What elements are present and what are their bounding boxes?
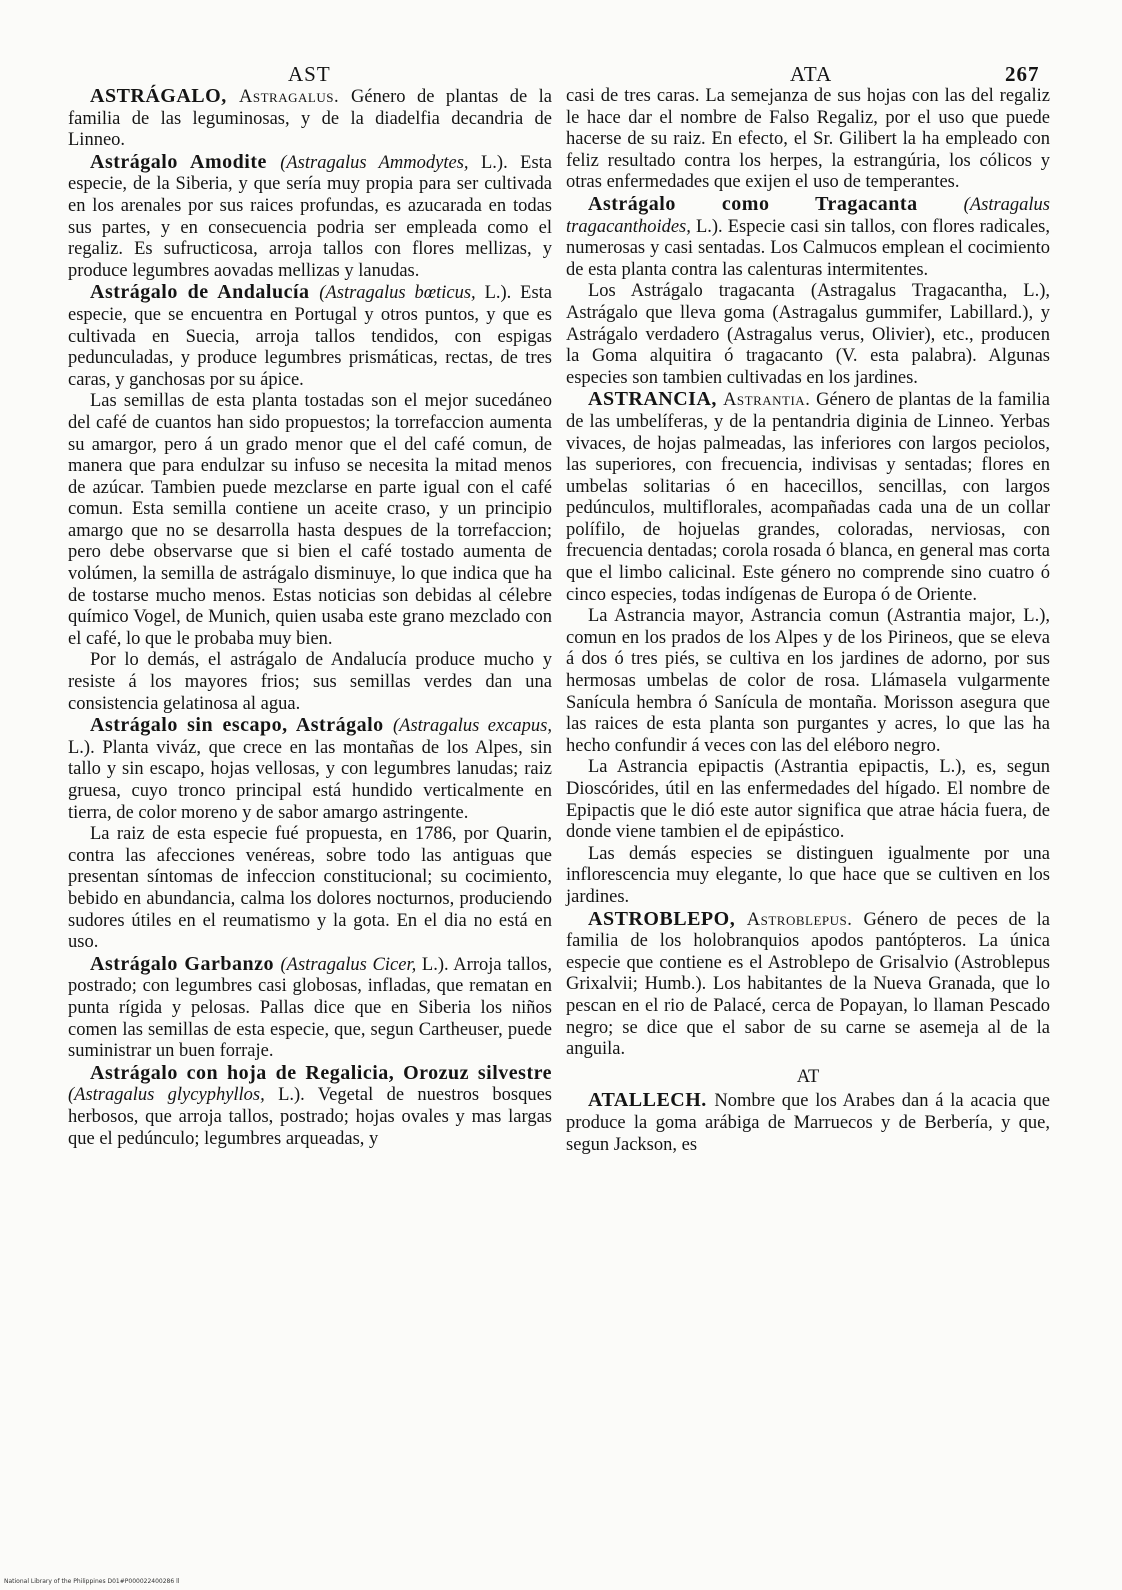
entry-text: Género de plantas de la familia de las leguminosas, y de la diadelfia decandria de Linneo. — [68, 87, 552, 151]
paragraph: Las demás especies se distinguen igualmente por una inflorescencia muy elegante, lo que hace que se cultiven en los jardines. — [566, 843, 1050, 907]
right-column — [566, 86, 1050, 1156]
entry-text: Género de peces de la familia de los holobranquios apodos pantópteros. La única especie que contiene es el Astroblepo de Grisalvio (Astroblepus Grixalvii; Humb.). Los habitantes de la Nueva Granada, que lo pescan en el rio de Palacé, cerca de Popayan, lo llaman Pescado negro; se dice que el sabor de su carne se asemeja al de la anguila. — [566, 909, 1050, 1060]
page-number: 267 — [1005, 62, 1040, 86]
entry-headword: ASTRANCIA, — [588, 388, 724, 411]
entry-text: L.). Especie casi sin tallos, con flores radicales, numerosas y casi sentadas. Los Calmucos emplean el cocimiento de esta planta contra las calenturas intermitentes. — [566, 216, 1050, 280]
entry-text: L.). Esta especie, de la Siberia, y que sería muy propia para ser cultivada en los arenales por sus raices profundas, es azucarada en todas sus partes, y en consecuencia podria ser empleada como el regaliz. Es sufructicosa, arroja tallos con flores mellizas, y produce legumbres aovadas mellizas y lanudas. — [68, 152, 553, 281]
entry-headword: Astrágalo como Tragacanta — [588, 192, 964, 215]
latin-name: (Astragalus Ammodytes, — [280, 152, 481, 173]
entry — [566, 389, 1050, 606]
right-running-head: ATA — [790, 62, 833, 86]
left-column — [68, 86, 552, 1150]
latin-name: (Astragalus excapus, — [392, 716, 552, 737]
library-footer: National Library of the Philippines D01#P000022400286 ll — [4, 1578, 180, 1585]
latin-name: (Astragalus glycyphyllos, — [68, 1085, 279, 1106]
paragraph: casi de tres caras. La semejanza de sus hojas con las del regaliz le hace dar el nombre de Falso Regaliz, por el uso que puede hacerse de su raiz. En efecto, el Sr. Gilibert la ha empleado con feliz resultado contra los herpes, la estrangúria, los cólicos y otras enfermedades que exijen el uso de temperantes. — [566, 86, 1050, 193]
entry — [566, 1090, 1050, 1156]
entry-text: Nombre que los Arabes dan á la acacia que produce la goma arábiga de Marruecos y de Berbería, y que, segun Jackson, es — [566, 1091, 1050, 1155]
entry — [68, 1063, 552, 1150]
latin-name: (Astragalus bœticus, — [319, 283, 485, 304]
entry-headword: Astrágalo con hoja de Regalicia, Orozuz silvestre — [90, 1061, 552, 1084]
paragraph: La Astrancia mayor, Astrancia comun (Astrantia major, L.), comun en los prados de los Alpes y de los Pirineos, que se eleva á dos ó tres piés, se cultiva en los jardines de adorno, por sus hermosas umbelas de color de rosa. Llámasela vulgarmente Sanícula hembra ó Sanícula de montaña. Morisson asegura que las raices de esta planta son purgantes y acres, lo que las ha hecho confundir á veces con las del eléboro negro. — [566, 606, 1050, 756]
entry-headword: Astrágalo Amodite — [90, 150, 281, 173]
latin-name: (Astragalus tragacanthoides, — [566, 194, 1050, 237]
entry-text: Género de plantas de la familia de las umbelíferas, y de la pentandria diginia de Linneo. Yerbas vivaces, de hojas palmeadas, las inferiores con largos peciolos, las superiores, con frecuencia, indivisas y sentadas; flores en umbelas solitarias ó en hacecillos, sencillas, con largos pedúnculos, multiflorales, acompañadas cada una de un collar polífilo, de hojuelas grandes, coloradas, nerviosas, con frecuencia dentadas; corola rosada ó blanca, en general mas corta que el limbo calicinal. Este género no comprende sino cuatro ó cinco especies, todas indígenas de Europa ó de Oriente. — [566, 390, 1051, 605]
entry-headword: ASTROBLEPO, — [588, 907, 747, 930]
entry-headword: Astrágalo Garbanzo — [90, 952, 281, 975]
entry-headword: ASTRÁGALO, — [90, 85, 240, 107]
entry — [68, 152, 552, 283]
latin-name: Astrantia. — [723, 390, 817, 411]
entry — [68, 715, 552, 824]
entry-headword: Astrágalo sin escapo, Astrágalo — [90, 714, 393, 737]
entry — [68, 954, 552, 1063]
entry — [68, 282, 552, 391]
section-letter: AT — [796, 1066, 820, 1087]
entry-text: L.). Vegetal de nuestros bosques herbosos, que arroja tallos, postrado; hojas ovales y mas largas que el pedúnculo; legumbres arqueadas, y — [68, 1085, 552, 1149]
paragraph: Por lo demás, el astrágalo de Andalucía produce mucho y resiste á los mayores frios; sus semillas verdes dan una consistencia gelatinosa al agua. — [68, 650, 552, 714]
left-running-head: AST — [288, 62, 331, 86]
entry-headword: Astrágalo de Andalucía — [90, 281, 320, 304]
entry-text: L.). Planta viváz, que crece en las montañas de los Alpes, sin tallo y sin escapo, hojas vellosas, y con legumbres lanudas; raiz gruesa, cuyo tronco principal está hundido verticalmente en tierra, de color moreno y de sabor amargo astringente. — [68, 737, 552, 823]
latin-name: Astragalus. — [239, 87, 352, 107]
entry — [566, 194, 1050, 281]
entry — [68, 86, 552, 152]
entry — [566, 909, 1050, 1061]
paragraph: Los Astrágalo tragacanta (Astragalus Tragacantha, L.), Astrágalo que lleva goma (Astragalus gummifer, Labillard.), y Astrágalo verdadero (Astragalus verus, Olivier), etc., producen la Goma alquitira ó tragacanto (V. esta palabra). Algunas especies son tambien cultivadas en los jardines. — [566, 281, 1050, 388]
latin-name: (Astragalus Cicer, — [280, 954, 422, 975]
entry-text: L.). Esta especie, que se encuentra en Portugal y otros puntos, y que es cultivada en Suecia, arroja tallos tendidos, con espigas pedunculadas, y produce legumbres prismáticas, rectas, de tres caras, y ganchosas por su ápice. — [68, 283, 553, 390]
entry-headword: ATALLECH. — [588, 1089, 715, 1112]
entry-text: L.). Arroja tallos, postrado; con legumbres casi globosas, infladas, que rematan en punta rígida y pelosas. Pallas dice que en Siberia los niños comen las semillas de esta especie, que, segun Cartheuser, puede suministrar un buen forraje. — [68, 954, 552, 1062]
latin-name: Astroblepus. — [746, 909, 864, 930]
paragraph: Las semillas de esta planta tostadas son el mejor sucedáneo del café de cuantos han sido propuestos; la torrefaccion aumenta su amargor, pero á un grado menor que el del café comun, de manera que para endulzar su infuso se necesita la mitad menos de azúcar. Tambien puede mezclarse en parte igual con el café comun. Esta semilla contiene un aceite craso, y un principio amargo que no se desarrolla hasta despues de la torrefaccion; pero debe observarse que si bien el café tostado aumenta de volúmen, la semilla de astrágalo disminuye, lo que indica que ha de tostarse mucho menos. Estas noticias son debidas al célebre químico Vogel, de Munich, quien usaba este grano mezclado con el café, lo que le probaba muy bien. — [68, 391, 552, 649]
paragraph: La raiz de esta especie fué propuesta, en 1786, por Quarin, contra las afecciones venéreas, sobre todo las antiguas que presentan síntomas de infeccion constitucional; su cocimiento, bebido en abundancia, calma los dolores nocturnos, produciendo sudores útiles en el reumatismo y la gota. En el dia no está en uso. — [68, 824, 552, 953]
paragraph: La Astrancia epipactis (Astrantia epipactis, L.), es, segun Dioscórides, útil en las enfermedades del hígado. El nombre de Epipactis que le dió este autor significa que atrae hácia fuera, de donde viene tambien el de epipástico. — [566, 757, 1050, 843]
